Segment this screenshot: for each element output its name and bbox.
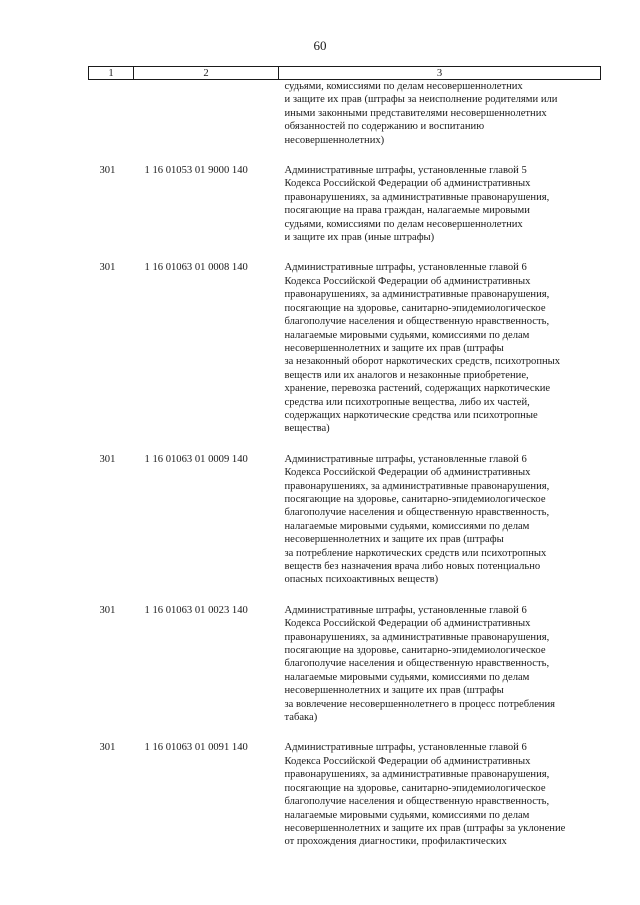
kbk-code-cell: 1 16 01063 01 0008 140	[144, 262, 248, 274]
column-header-2: 2	[134, 67, 279, 80]
table-row	[89, 604, 601, 742]
admin-code-cell: 301	[99, 165, 116, 177]
kbk-code-cell	[134, 80, 279, 165]
table-row	[89, 741, 601, 848]
admin-code-cell: 301	[99, 453, 116, 465]
table-header	[89, 67, 601, 80]
kbk-code-cell: 1 16 01063 01 0009 140	[144, 453, 248, 465]
admin-code-cell: 301	[99, 604, 116, 616]
table-row	[89, 453, 601, 604]
kbk-code-cell: 1 16 01063 01 0023 140	[144, 604, 248, 616]
description-cell: Административные штрафы, установленные главой 6 Кодекса Российской Федерации об административных правонарушениях, за административные правонарушения, посягающие на здоровье, санитарно-эпидемиологическое благополучие населения и общественную нравственность, налагаемые мировыми судьями, комиссиями по делам несовершеннолетних и защите их прав (штрафы за уклонение от прохождения диагностики, профилактических	[284, 742, 566, 848]
fines-table	[88, 66, 601, 849]
admin-code-cell: 301	[99, 742, 116, 754]
kbk-code-cell: 1 16 01063 01 0091 140	[144, 742, 248, 754]
admin-code-cell: 301	[99, 262, 116, 274]
column-header-3: 3	[279, 67, 601, 80]
description-cell: Административные штрафы, установленные главой 5 Кодекса Российской Федерации об административных правонарушениях, за административные правонарушения, посягающие на права граждан, налагаемые мировыми судьями, комиссиями по делам несовершеннолетних и защите их прав (иные штрафы)	[284, 165, 550, 244]
table-row	[89, 261, 601, 452]
kbk-code-cell: 1 16 01053 01 9000 140	[144, 165, 248, 177]
description-cell: Административные штрафы, установленные главой 6 Кодекса Российской Федерации об административных правонарушениях, за административные правонарушения, посягающие на здоровье, санитарно-эпидемиологическое благополучие населения и общественную нравственность, налагаемые мировыми судьями, комиссиями по делам несовершеннолетних и защите их прав (штрафы за потребление наркотических средств или психотропных веществ без назначения врача либо новых потенциально опасных психоактивных веществ)	[284, 453, 550, 586]
column-header-1: 1	[89, 67, 134, 80]
description-cell: Административные штрафы, установленные главой 6 Кодекса Российской Федерации об административных правонарушениях, за административные правонарушения, посягающие на здоровье, санитарно-эпидемиологическое благополучие населения и общественную нравственность, налагаемые мировыми судьями, комиссиями по делам несовершеннолетних и защите их прав (штрафы за вовлечение несовершеннолетнего в процесс потребления табака)	[284, 604, 556, 724]
description-cell: судьями, комиссиями по делам несовершеннолетних и защите их прав (штрафы за неисполнение родителями или иными законными представителями несовершеннолетних обязанностей по содержанию и воспитанию несовершеннолетних)	[284, 81, 558, 146]
page-number: 60	[313, 38, 327, 53]
description-cell: Административные штрафы, установленные главой 6 Кодекса Российской Федерации об административных правонарушениях, за административные правонарушения, посягающие на здоровье, санитарно-эпидемиологическое благополучие населения и общественную нравственность, налагаемые мировыми судьями, комиссиями по делам несовершеннолетних и защите их прав (штрафы за незаконный оборот наркотических средств, психотропных веществ или их аналогов и незаконные приобретение, хранение, перевозка растений, содержащих наркотические средства или психотропные вещества, либо их частей, содержащих наркотические средства или психотропные вещества)	[284, 262, 561, 435]
admin-code-cell	[89, 80, 134, 165]
table-row-continuation	[89, 80, 601, 165]
table-row	[89, 164, 601, 261]
